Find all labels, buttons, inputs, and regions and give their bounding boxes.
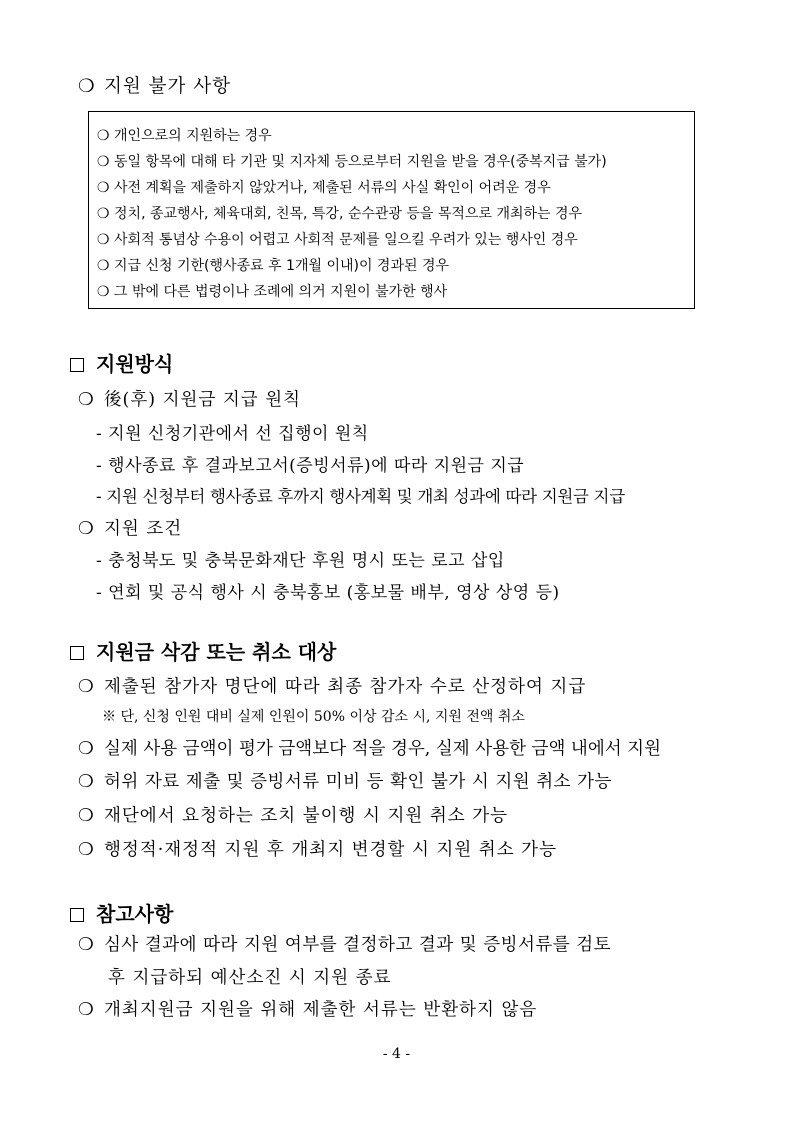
checkbox-square-icon <box>70 358 84 372</box>
box-item: ❍ 개인으로의 지원하는 경우 <box>97 128 272 144</box>
section-title-notes: 참고사항 <box>70 898 173 927</box>
circle-bullet-icon: ❍ <box>78 739 94 759</box>
list-item: ❍ 지원 조건 <box>78 519 183 539</box>
circle-bullet-icon: ❍ <box>78 806 95 826</box>
section-title-support-method: 지원방식 <box>70 348 173 377</box>
circle-bullet-icon: ❍ <box>97 180 110 196</box>
box-item: ❍ 동일 항목에 대해 타 기관 및 지자체 등으로부터 지원을 받을 경우(중복지급 불가) <box>97 154 607 170</box>
list-item-continuation: 후 지급하되 예산소진 시 지원 종료 <box>108 968 392 988</box>
circle-bullet-icon: ❍ <box>97 154 110 170</box>
circle-bullet-icon: ❍ <box>78 76 96 97</box>
circle-bullet-icon: ❍ <box>78 1000 95 1020</box>
circle-bullet-icon: ❍ <box>97 232 110 248</box>
section-title-reduction: 지원금 삭감 또는 취소 대상 <box>70 636 336 665</box>
circle-bullet-icon: ❍ <box>97 206 110 222</box>
checkbox-square-icon <box>70 646 84 660</box>
box-item: ❍ 사회적 통념상 수용이 어렵고 사회적 문제를 일으킬 우려가 있는 행사인 경우 <box>97 232 578 248</box>
box-item: ❍ 사전 계획을 제출하지 않았거나, 제출된 서류의 사실 확인이 어려운 경우 <box>97 180 551 196</box>
box-item: ❍ 그 밖에 다른 법령이나 조례에 의거 지원이 불가한 행사 <box>97 284 448 300</box>
circle-bullet-icon: ❍ <box>97 284 110 300</box>
box-item: ❍ 지급 신청 기한(행사종료 후 1개월 이내)이 경과된 경우 <box>97 258 450 274</box>
note: ※ 단, 신청 인원 대비 실제 인원이 50% 이상 감소 시, 지원 전액 취소 <box>102 709 525 725</box>
sub-list-item: - 충청북도 및 충북문화재단 후원 명시 또는 로고 삽입 <box>96 551 505 571</box>
list-item: ❍ 後(후) 지원금 지급 원칙 <box>78 390 302 410</box>
unsupported-items-box <box>88 111 695 309</box>
circle-bullet-icon: ❍ <box>78 519 95 539</box>
circle-bullet-icon: ❍ <box>78 840 95 860</box>
list-item: ❍ 심사 결과에 따라 지원 여부를 결정하고 결과 및 증빙서류를 검토 <box>78 935 612 955</box>
box-item: ❍ 정치, 종교행사, 체육대회, 친목, 특강, 순수관광 등을 목적으로 개최하는 경우 <box>97 206 583 222</box>
circle-bullet-icon: ❍ <box>78 390 95 410</box>
checkbox-square-icon <box>70 908 84 922</box>
heading-text: 지원 불가 사항 <box>104 76 231 97</box>
list-item: ❍ 제출된 참가자 명단에 따라 최종 참가자 수로 산정하여 지급 <box>78 677 587 697</box>
page-number: - 4 - <box>382 1046 411 1062</box>
circle-bullet-icon: ❍ <box>78 935 95 955</box>
list-item: ❍ 허위 자료 제출 및 증빙서류 미비 등 확인 불가 시 지원 취소 가능 <box>78 772 612 792</box>
sub-list-item: - 지원 신청부터 행사종료 후까지 행사계획 및 개최 성과에 따라 지원금 지급 <box>96 487 625 506</box>
list-item: ❍ 재단에서 요청하는 조치 불이행 시 지원 취소 가능 <box>78 806 509 826</box>
sub-list-item: - 행사종료 후 결과보고서(증빙서류)에 따라 지원금 지급 <box>96 456 525 476</box>
circle-bullet-icon: ❍ <box>78 677 95 697</box>
circle-bullet-icon: ❍ <box>97 258 110 274</box>
list-item: ❍ 행정적·재정적 지원 후 개최지 변경할 시 지원 취소 가능 <box>78 840 557 860</box>
circle-bullet-icon: ❍ <box>78 772 95 792</box>
circle-bullet-icon: ❍ <box>97 128 110 144</box>
list-item: ❍ 실제 사용 금액이 평가 금액보다 적을 경우, 실제 사용한 금액 내에서 지원 <box>78 739 661 759</box>
list-item: ❍ 개최지원금 지원을 위해 제출한 서류는 반환하지 않음 <box>78 1000 538 1020</box>
sub-list-item: - 지원 신청기관에서 선 집행이 원칙 <box>96 424 369 444</box>
sub-list-item: - 연회 및 공식 행사 시 충북홍보 (홍보물 배부, 영상 상영 등) <box>96 583 560 603</box>
section-heading-unsupported <box>78 72 231 98</box>
